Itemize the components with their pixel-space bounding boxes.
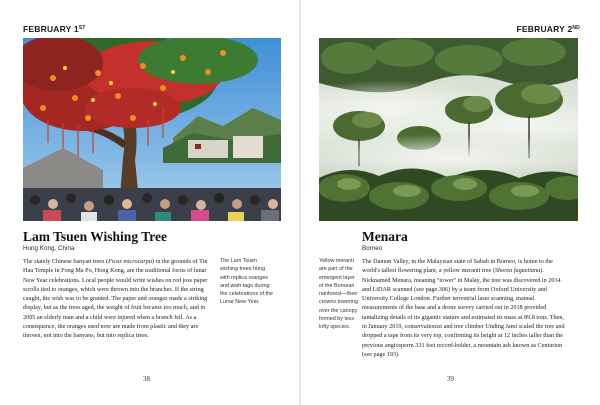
- right-page: [301, 0, 600, 405]
- left-page-body: [23, 257, 211, 341]
- right-page-location: Borneo: [362, 245, 383, 252]
- wishing-tree-illustration: [23, 38, 281, 221]
- right-body-text-a: The Danum Valley, in the Malaysian state of Sabah in Borneo, is home to the world's tallest flowering plant, a yellow meranti tree (: [362, 258, 553, 275]
- left-body-paragraph: [23, 257, 211, 341]
- right-body-paragraph: [362, 257, 565, 359]
- rainforest-illustration: [319, 38, 578, 221]
- left-body-text-a: The stately Chinese banyan trees (: [23, 258, 109, 265]
- right-body-species: Shorea faguetiana: [494, 267, 541, 275]
- left-page-location: Hong Kong, China: [23, 245, 75, 252]
- left-page-caption: The Lam Tsuen wishing trees hung with replica oranges and wish tags during the celebrations of the Lunar New Year.: [220, 258, 274, 306]
- right-date-text: FEBRUARY 2: [516, 24, 573, 34]
- rainforest-photo: [319, 38, 578, 221]
- left-page-date: [23, 24, 86, 34]
- right-date-suffix: ND: [572, 25, 580, 31]
- left-date-suffix: ST: [78, 25, 86, 31]
- right-page-number: 39: [447, 375, 454, 383]
- left-body-species: Ficus microcarpa: [108, 258, 152, 265]
- left-page-number: 38: [143, 375, 150, 383]
- right-page-title: Menara: [362, 229, 408, 244]
- right-body-text-b: ). Nicknamed Menara, meaning "tower" in Malay, the tree was discovered in 2014 and LiDAR scanned (see page 306) by a team from Oxford University and University College London. Further terrestrial laser scanning, manual measurements of the base and a drone survey carried out in 2018 provided tantalizing details of its gigantic stature and estimated its mass at 89.8 tons. Then, in January 2019, conservationist and tree climber Unding Jami scaled the tree and dropped a tape from its very top, confirming its height at 12 inches taller than the previous angiosperm 331 feet record-holder, a mountain ash known as Centurion (see page 193).: [362, 267, 565, 358]
- right-page-caption: Yellow meranti are part of the emergent layer of the Bornean rainforest—their crowns towering over the canopy formed by less lofty species.: [319, 258, 358, 331]
- left-date-text: FEBRUARY 1: [23, 24, 79, 34]
- left-page-title: Lam Tsuen Wishing Tree: [23, 229, 167, 244]
- right-page-body: [362, 257, 565, 359]
- right-page-date: [517, 24, 580, 34]
- wishing-tree-photo: [23, 38, 281, 221]
- left-body-text-b: ) in the grounds of Tin Hau Temple in Fong Ma Po, Hong Kong, are the traditional focus of lunar New Year celebrations. Local people would write wishes on red joss paper scrolls tied to oranges, which were thrown into the branches. If the string caught, the wish was to be granted. The paper and oranges made a striking display, but as the trees aged, the weight of fruit became too much, and in 2005 an elderly man and a child were injured when a branch fell. As a consequence, the oranges used now are made from plastic and they are thrown, not into the banyans, but into replica trees.: [23, 258, 208, 340]
